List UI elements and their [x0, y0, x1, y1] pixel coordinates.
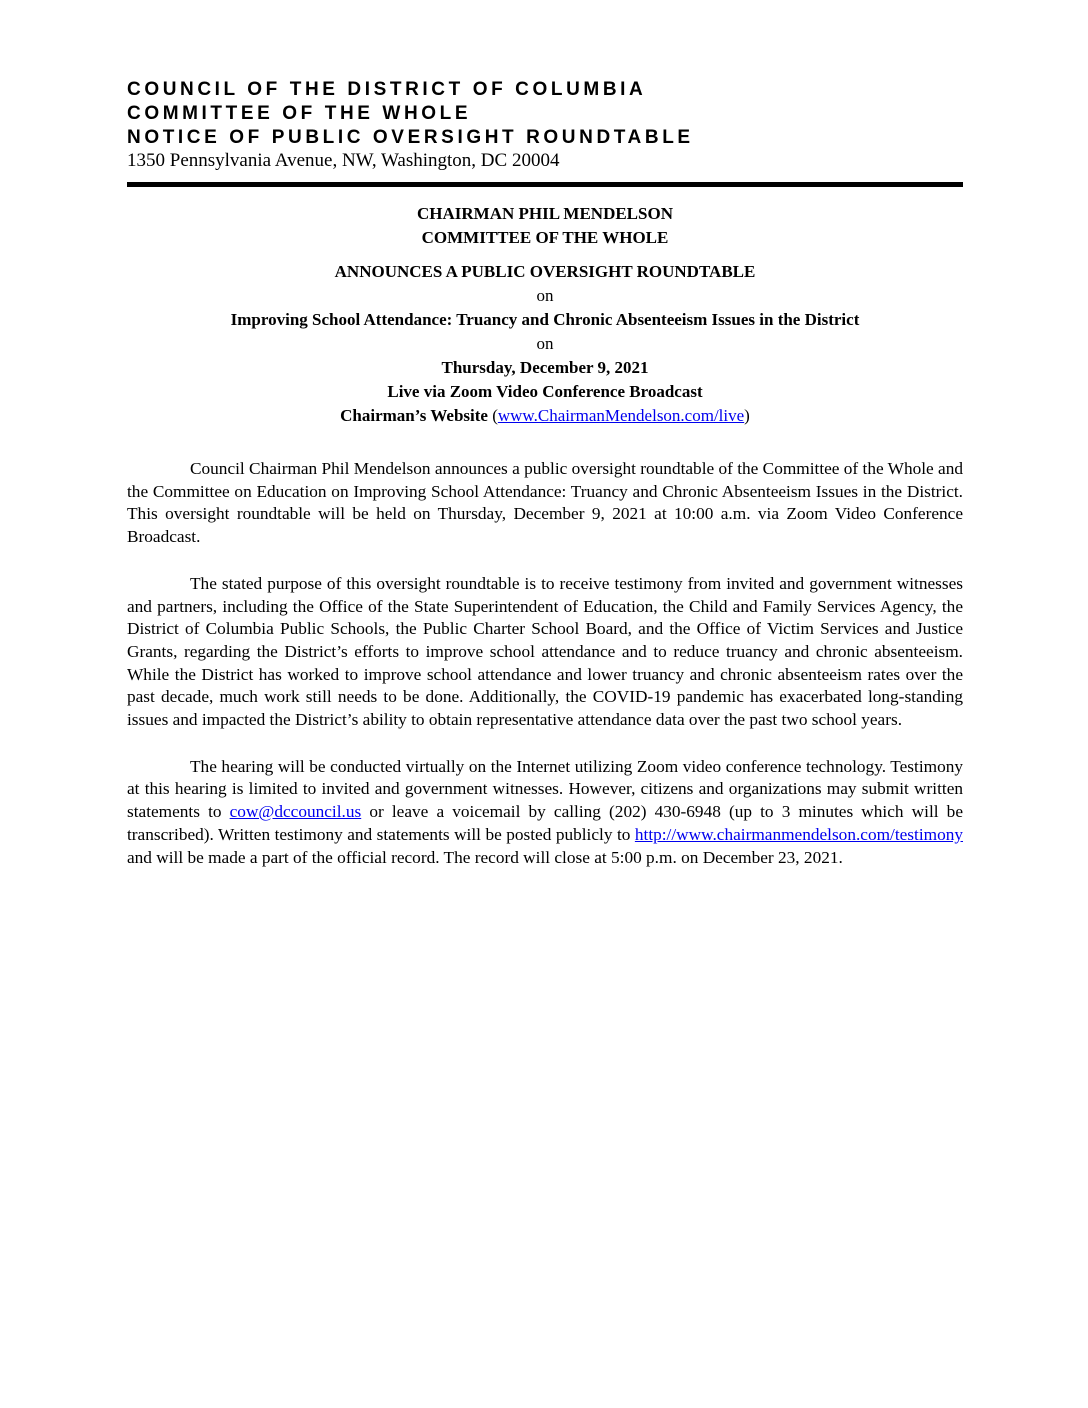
- website-link[interactable]: www.ChairmanMendelson.com/live: [497, 406, 745, 425]
- website-label: Chairman’s Website: [340, 406, 488, 425]
- announcement-block: [127, 202, 963, 428]
- on-text: on: [536, 286, 554, 305]
- letterhead: [127, 78, 694, 172]
- notice-body: [127, 458, 963, 893]
- letterhead-address: 1350 Pennsylvania Avenue, NW, Washington, DC 20004: [127, 150, 560, 171]
- website-paren-close: ): [744, 406, 750, 425]
- email-link[interactable]: cow@dccouncil.us: [229, 802, 362, 822]
- paragraph-purpose: The stated purpose of this oversight roundtable is to receive testimony from invited and government witnesses and partners, including the Office of the State Superintendent of Education, the Child and Family Services Agency, the District of Columbia Public Schools, the Public Charter School Board, and the Office of Victim Services and Justice Grants, regarding the District’s efforts to improve school attendance and to reduce truancy and chronic absenteeism. While the District has worked to improve school attendance and lower truancy and chronic absenteeism rates over the past decade, much work still needs to be done. Additionally, the COVID-19 pandemic has exacerbated long-standing issues and impacted the District’s ability to obtain representative attendance data over the past two school years.: [127, 573, 963, 730]
- committee-name: COMMITTEE OF THE WHOLE: [421, 228, 669, 247]
- testimony-text: and will be made a part of the official record. The record will close at 5:00 p.m. on December 23, 2021.: [127, 847, 843, 867]
- on-text: on: [536, 334, 554, 353]
- testimony-text: or leave a voicemail by calling (202) 430-6948 (up to 3 minutes which will be transcribed). Written testimony and statements will be posted publicly to: [127, 802, 963, 844]
- website-paren-open: (: [492, 406, 498, 425]
- letterhead-committee: COMMITTEE OF THE WHOLE: [127, 103, 472, 124]
- header-divider: [127, 182, 963, 187]
- paragraph-testimony: [127, 756, 963, 870]
- broadcast-method: Live via Zoom Video Conference Broadcast: [387, 382, 703, 401]
- roundtable-topic: Improving School Attendance: Truancy and Chronic Absenteeism Issues in the District: [230, 310, 860, 329]
- website-line: [127, 404, 963, 428]
- spacer: [127, 250, 963, 260]
- testimony-link[interactable]: http://www.chairmanmendelson.com/testimony: [634, 824, 963, 844]
- letterhead-notice: NOTICE OF PUBLIC OVERSIGHT ROUNDTABLE: [127, 127, 694, 148]
- testimony-text: The hearing will be conducted virtually on the Internet utilizing Zoom video conference technology. Testimony at this hearing is limited to invited and government witnesses. However, citizens and organizations may submit written statements to: [127, 756, 963, 822]
- announcement-title: ANNOUNCES A PUBLIC OVERSIGHT ROUNDTABLE: [334, 262, 756, 281]
- roundtable-date: Thursday, December 9, 2021: [441, 358, 649, 377]
- letterhead-council: COUNCIL OF THE DISTRICT OF COLUMBIA: [127, 79, 647, 100]
- paragraph-announcement: Council Chairman Phil Mendelson announces a public oversight roundtable of the Committee of the Whole and the Committee on Education on Improving School Attendance: Truancy and Chronic Absenteeism Issues in the District. This oversight roundtable will be held on Thursday, December 9, 2021 at 10:00 a.m. via Zoom Video Conference Broadcast.: [127, 459, 963, 547]
- chairman-name: CHAIRMAN PHIL MENDELSON: [417, 204, 673, 223]
